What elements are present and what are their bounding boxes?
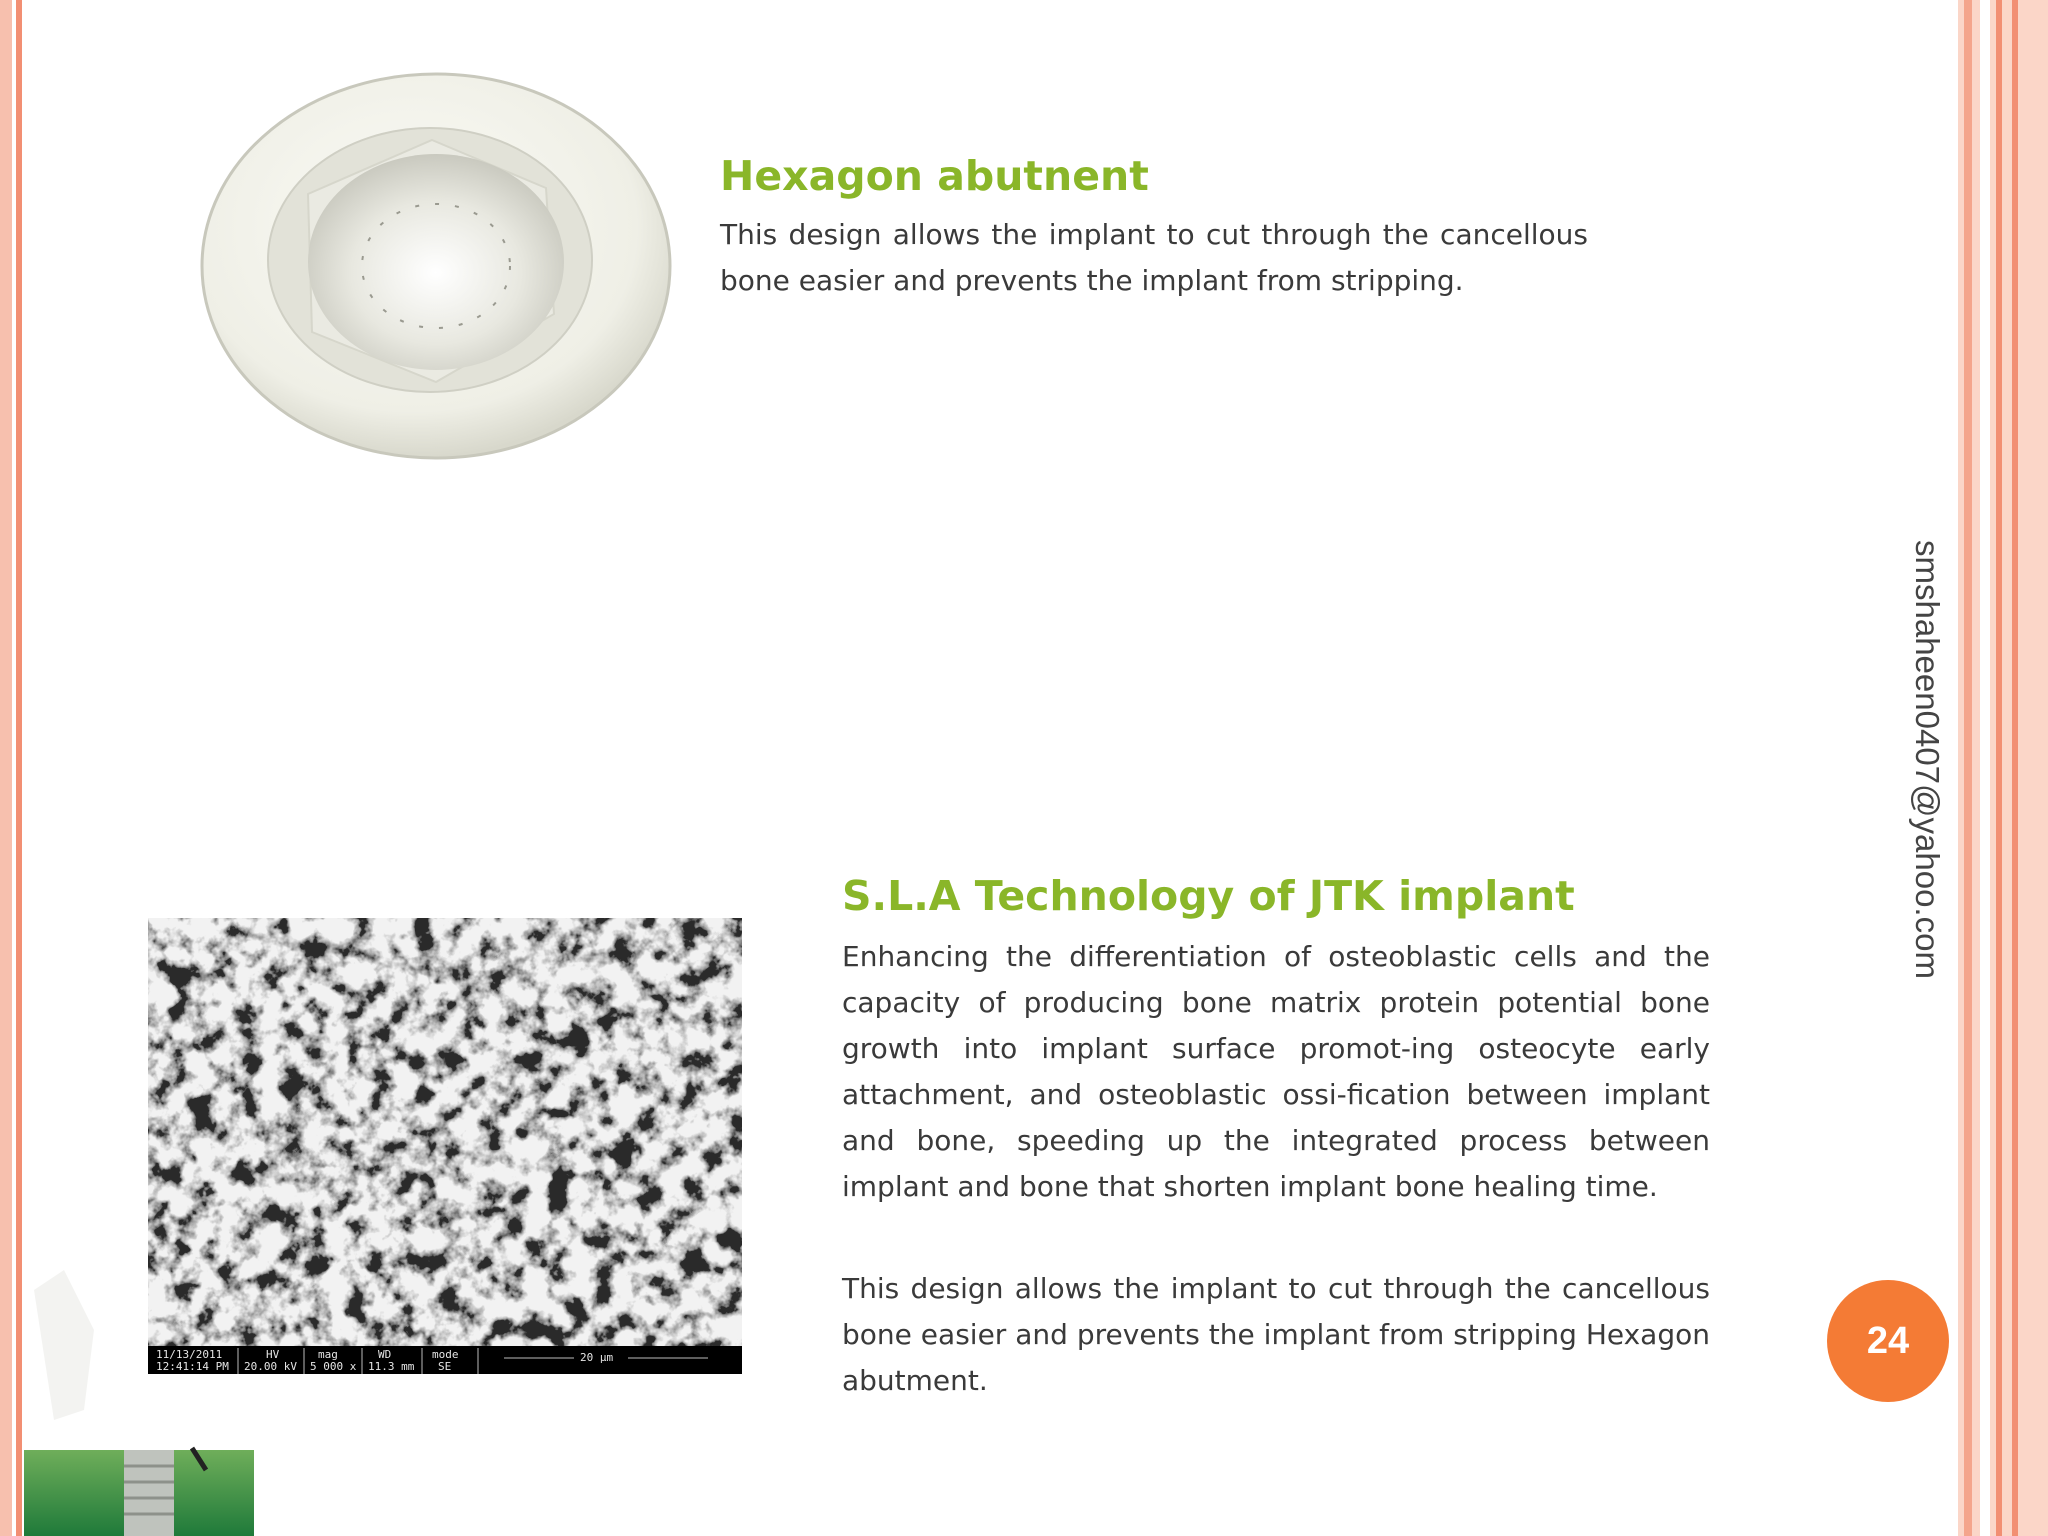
sem-info-hv: 20.00 kV bbox=[244, 1360, 297, 1373]
hexagon-abutment-image bbox=[196, 70, 676, 470]
sem-info-time: 12:41:14 PM bbox=[156, 1360, 229, 1373]
author-email-vertical bbox=[1906, 540, 1946, 1000]
page-number-badge bbox=[1827, 1280, 1949, 1402]
section-heading-sla: S.L.A Technology of JTK implant bbox=[842, 872, 1575, 920]
sem-info-wd: 11.3 mm bbox=[368, 1360, 415, 1373]
section-body-sla: Enhancing the differentiation of osteoblastic cells and the capacity of producing bone matrix protein potential bone growth into implant surface promot-ing osteocyte early attachment, and osteoblastic ossi-fication between implant and bone, speeding up the integrated process between implant and bone that shorten implant bone healing time. bbox=[842, 940, 1710, 1203]
author-email: smshaheen0407@yahoo.com bbox=[1909, 540, 1946, 979]
slide-border-left-line bbox=[16, 0, 22, 1536]
slide-border-right-line bbox=[1964, 0, 1972, 1536]
page-number: 24 bbox=[1866, 1319, 1910, 1362]
sem-info-mode-label: mode bbox=[432, 1348, 459, 1361]
slide-border-right-line bbox=[1996, 0, 2002, 1536]
slide-border-right-line bbox=[2012, 0, 2018, 1536]
section-heading-hexagon: Hexagon abutnent bbox=[720, 152, 1149, 200]
sem-info-mode: SE bbox=[438, 1360, 452, 1373]
slide-border-left bbox=[0, 0, 12, 1536]
sem-info-mag: 5 000 x bbox=[310, 1360, 357, 1373]
slide-border-right-gap bbox=[1980, 0, 1990, 1536]
implant-decoration-image bbox=[24, 1270, 254, 1536]
sem-info-date: 11/13/2011 bbox=[156, 1348, 223, 1361]
sem-scale: 20 μm bbox=[580, 1351, 614, 1364]
section-body-hexagon: This design allows the implant to cut through the cancellous bone easier and prevents the implant from stripping. bbox=[720, 218, 1588, 297]
sem-info-wd-label: WD bbox=[378, 1348, 392, 1361]
sem-info-hv-label: HV bbox=[266, 1348, 280, 1361]
sem-info-mag-label: mag bbox=[318, 1348, 338, 1361]
section-body-sla-2: This design allows the implant to cut through the cancellous bone easier and prevents the implant from stripping Hexagon abutment. bbox=[842, 1272, 1710, 1397]
